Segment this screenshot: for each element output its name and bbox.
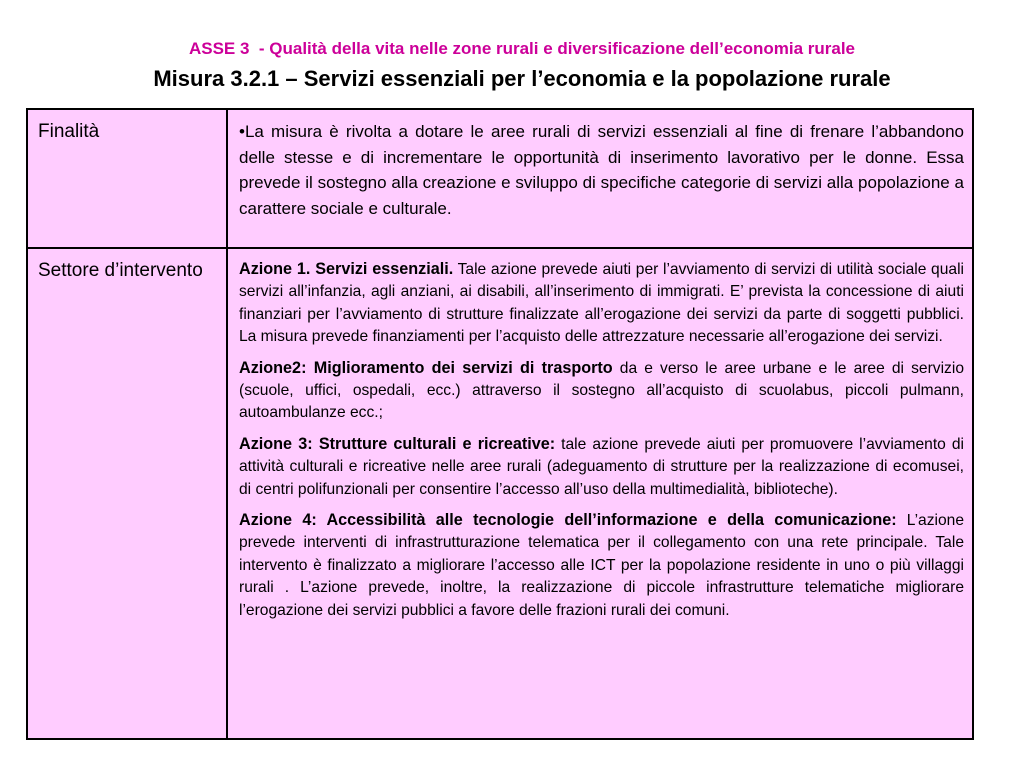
axis-subtitle: ASSE 3 - Qualità della vita nelle zone rurali e diversificazione dell’economia rurale — [188, 39, 856, 58]
azione-1-body: Tale azione prevede aiuti per l’avviamento di servizi di utilità sociale quali servizi all’infanzia, agli anziani, ai disabili, all’inserimento di immigrati. E’ prevista la concessione di aiuti finanziari per l’avviamento di strutture finalizzate all’erogazione dei servizi da parte di soggetti pubblici. La misura prevede finanziamenti per l’acquisto delle attrezzature necessarie all’erogazione dei servizi. — [239, 261, 965, 346]
page-title: Misura 3.2.1 – Servizi essenziali per l’economia e la popolazione rurale — [153, 66, 891, 91]
row-label-finalita: Finalità — [28, 110, 228, 247]
azione-3-paragraph — [239, 433, 964, 501]
row-label-settore: Settore d’intervento — [28, 249, 228, 738]
azione-2-paragraph — [239, 357, 964, 425]
finalita-text: •La misura è rivolta a dotare le aree rurali di servizi essenziali al fine di frenare l’abbandono delle stesse e di incrementare le opportunità di inserimento lavorativo per le donne. Essa prevede il sostegno alla creazione e sviluppo di specifiche categorie di servizi alla popolazione a carattere sociale e culturale. — [239, 122, 964, 218]
azione-1-heading: Azione 1. Servizi essenziali. — [239, 260, 454, 278]
table-row-finalita — [28, 110, 972, 249]
azione-4-heading: Azione 4: Accessibilità alle tecnologie dell’informazione e della comunicazione: — [239, 511, 897, 530]
azione-3-heading: Azione 3: Strutture culturali e ricreative: — [239, 434, 556, 453]
row-content-finalita — [230, 110, 972, 247]
azione-4-paragraph — [239, 509, 964, 622]
azione-2-heading: Azione2: Miglioramento dei servizi di trasporto — [239, 358, 613, 377]
azione-3-body: tale azione prevede aiuti per promuovere l’avviamento di attività culturali e ricreative nelle aree rurali (adeguamento di strutture per la realizzazione di ecomusei, di centri polifunzionali per consentire l’accesso all’uso della multimedialità, biblioteche). — [239, 435, 964, 498]
row-content-settore — [230, 249, 972, 738]
azione-2-body: da e verso le aree urbane e le aree di servizio (scuole, uffici, ospedali, ecc.) attraverso il sostegno all’acquisto di scuolabus, piccoli pulmann, autoambulanze ecc.; — [239, 359, 964, 422]
azione-1-paragraph — [239, 258, 964, 349]
azione-4-body: L’azione prevede interventi di infrastrutturazione telematica per il collegamento con una rete principale. Tale intervento è finalizzato a migliorare l’accesso alle ICT per la popolazione residente in uno o più villaggi rurali . L’azione prevede, inoltre, la realizzazione di piccole infrastrutture telematiche migliorare l’erogazione dei servizi pubblici a favore delle frazioni rurali dei comuni. — [239, 512, 965, 619]
table-row-settore — [28, 249, 972, 738]
measure-table — [26, 108, 974, 740]
